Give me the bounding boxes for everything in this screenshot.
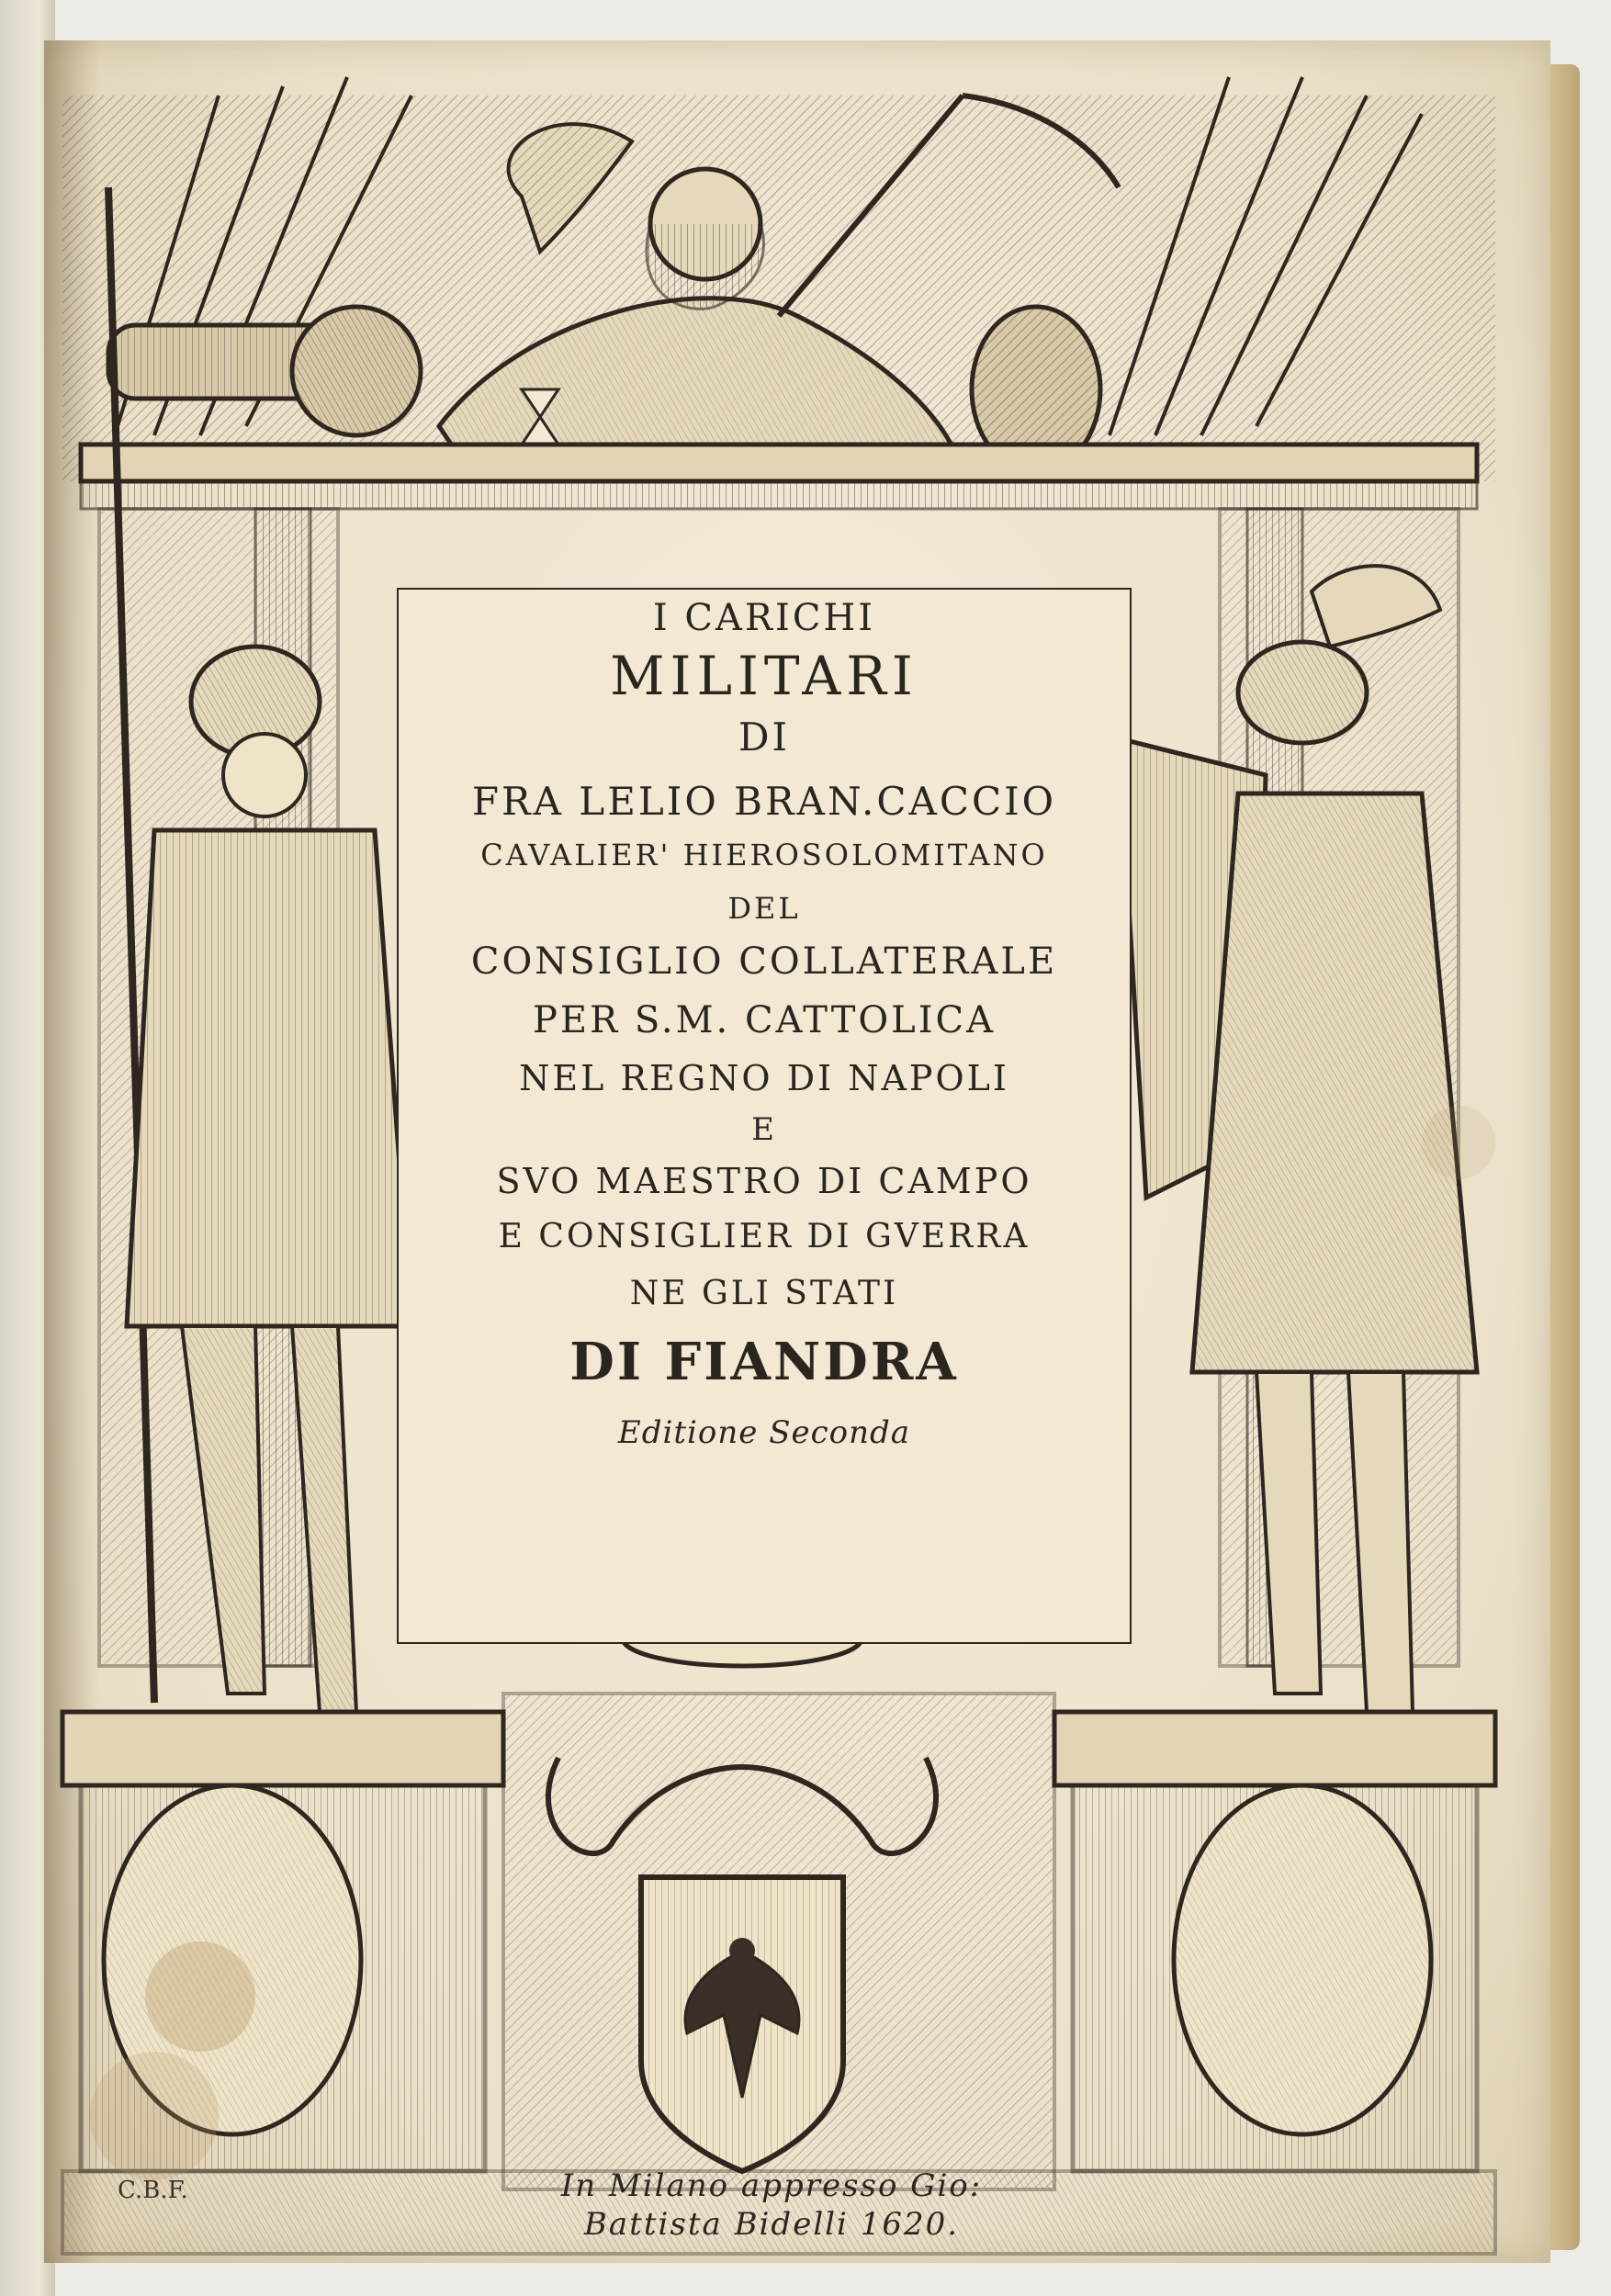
title-line-13: NE GLI STATI	[629, 1275, 899, 1312]
title-line-6: DEL	[727, 891, 801, 926]
title-line-9: NEL REGNO DI NAPOLI	[519, 1058, 1009, 1098]
title-line-10: E	[751, 1111, 777, 1148]
imprint-line-1: In Milano appresso Gio:	[560, 2167, 983, 2204]
title-line-12: E CONSIGLIER DI GVERRA	[498, 1218, 1031, 1255]
right-pedestal	[1054, 1712, 1495, 2171]
title-line-1: I CARICHI	[652, 597, 876, 639]
edition-statement: Editione Seconda	[617, 1414, 911, 1451]
title-line-2: MILITARI	[610, 645, 918, 707]
imprint	[514, 2167, 1029, 2250]
title-line-11: SVO MAESTRO DI CAMPO	[496, 1161, 1032, 1201]
trophy-of-arms	[62, 77, 1495, 481]
author-title: CAVALIER' HIEROSOLOMITANO	[480, 838, 1048, 872]
engraver-mark: C.B.F.	[118, 2177, 188, 2204]
title-line-3: DI	[738, 715, 791, 760]
imprint-line-2: Battista Bidelli 1620.	[583, 2206, 960, 2243]
author-name: FRA LELIO BRAN.CACCIO	[471, 779, 1057, 824]
title-plate	[397, 588, 1132, 1644]
title-line-7: CONSIGLIO COLLATERALE	[470, 940, 1058, 983]
title-line-14: DI FIANDRA	[569, 1332, 959, 1392]
title-line-8: PER S.M. CATTOLICA	[532, 999, 997, 1041]
